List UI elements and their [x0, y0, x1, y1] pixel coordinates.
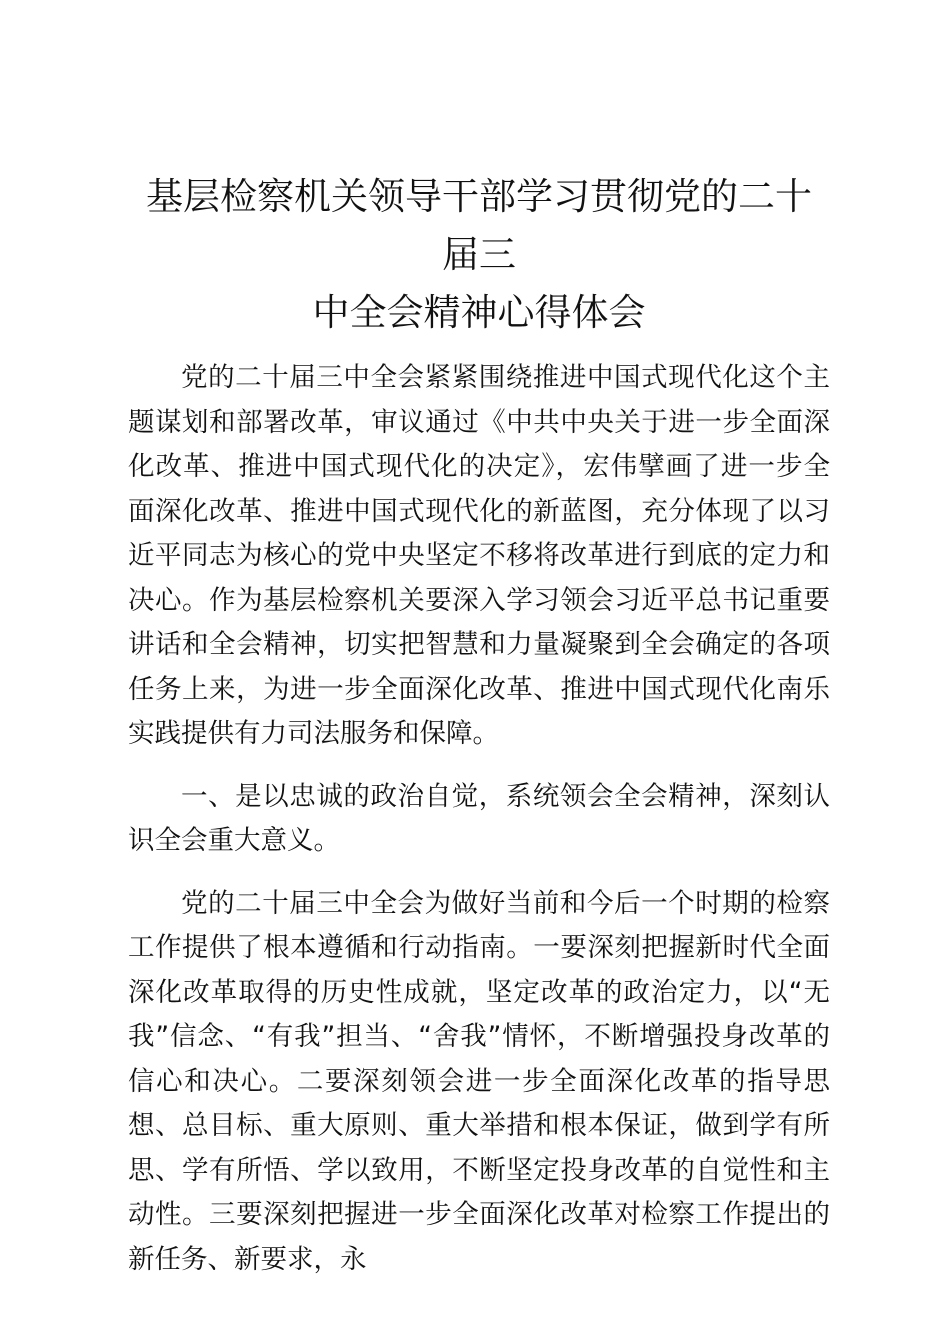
title-line-2: 中全会精神心得体会 — [312, 291, 646, 334]
document-page — [128, 168, 830, 1282]
intro-paragraph: 党的二十届三中全会紧紧围绕推进中国式现代化这个主题谋划和部署改革，审议通过《中共中央关于进一步全面深化改革、推进中国式现代化的决定》，宏伟擘画了进一步全面深化改革、推进中国式现代化的新蓝图，充分体现了以习近平同志为核心的党中央坚定不移将改革进行到底的定力和决心。作为基层检察机关要深入学习领会习近平总书记重要讲话和全会精神，切实把智慧和力量凝聚到全会确定的各项任务上来，为进一步全面深化改革、推进中国式现代化南乐实践提供有力司法服务和保障。 — [128, 362, 830, 749]
title-line-1: 基层检察机关领导干部学习贯彻党的二十届三 — [146, 175, 812, 276]
section-heading-1: 一、是以忠诚的政治自觉，系统领会全会精神，深刻认识全会重大意义。 — [128, 780, 830, 856]
body-paragraph: 党的二十届三中全会为做好当前和今后一个时期的检察工作提供了根本遵循和行动指南。一要深刻把握新时代全面深化改革取得的历史性成就，坚定改革的政治定力，以“无我”信念、“有我”担当、“舍我”情怀，不断增强投身改革的信心和决心。二要深刻领会进一步全面深化改革的指导思想、总目标、重大原则、重大举措和根本保证，做到学有所思、学有所悟、学以致用，不断坚定投身改革的自觉性和主动性。三要深刻把握进一步全面深化改革对检察工作提出的新任务、新要求，永 — [128, 887, 830, 1275]
document-title — [128, 168, 830, 342]
